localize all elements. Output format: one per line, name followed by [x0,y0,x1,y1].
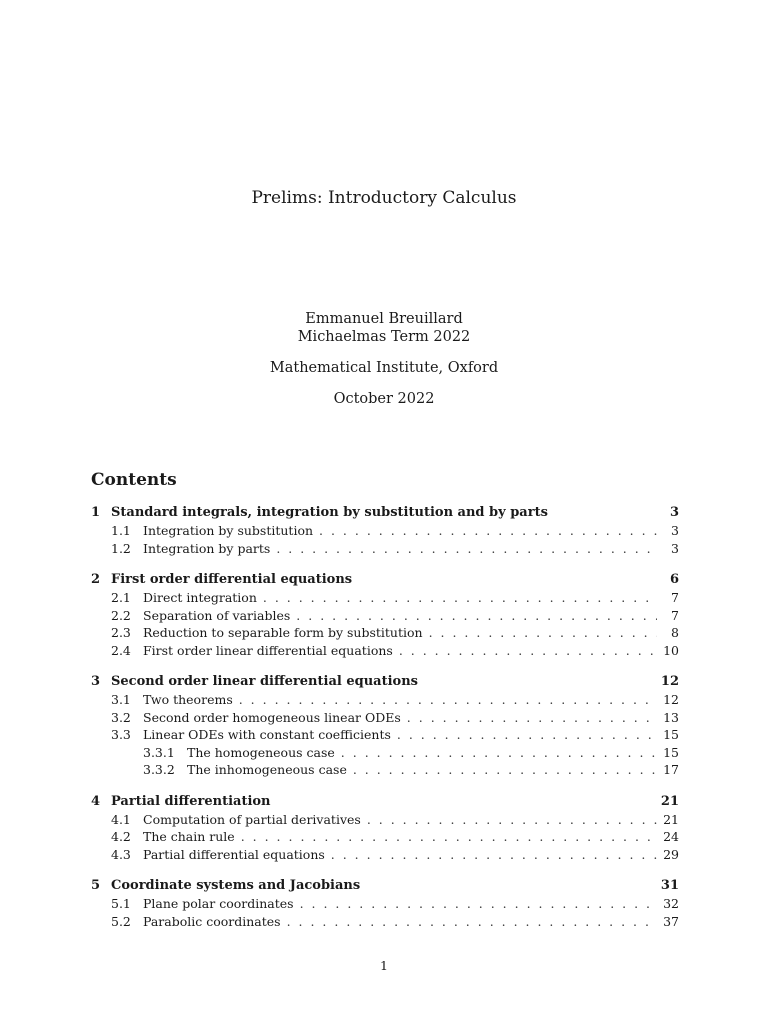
toc-section-title: Partial differentiation [111,793,271,809]
toc-page-number: 37 [663,913,679,929]
dot-leader [367,812,657,827]
toc-subsection-title: Reduction to separable form by substitution [143,625,423,640]
toc-page-number: 17 [663,762,679,777]
toc-subsection-title: Separation of variables [143,607,291,623]
toc-page-number: 13 [663,709,679,725]
toc-subsection-number: 5.1 [111,896,131,911]
toc-subsection-title: First order linear differential equations [143,642,393,658]
toc-subsection-title: Integration by substitution [143,523,314,538]
toc-subsection-title: Integration by parts [143,540,271,556]
dot-leader [263,590,657,605]
toc-subsection-number: 4.2 [111,829,131,844]
toc-page-number: 7 [671,607,679,623]
toc-subsection-number: 2.4 [111,642,131,658]
toc-subsubsection-title: The inhomogeneous case [187,762,347,777]
dot-leader [300,896,657,911]
toc-subsection-row[interactable] [91,812,679,830]
toc-subsection-number: 1.2 [111,540,131,556]
toc-page-number: 15 [663,744,679,760]
toc-subsubsection-number: 3.3.2 [143,762,175,777]
dot-leader [239,692,657,707]
toc-section-row[interactable] [91,674,679,692]
toc-section [91,674,679,780]
toc-subsection-row[interactable] [91,625,679,643]
document-title: Prelims: Introductory Calculus [251,188,517,208]
toc-subsection-title: Computation of partial derivatives [143,811,361,827]
toc-section-row[interactable] [91,878,679,896]
dot-leader [341,745,657,760]
toc-subsection-number: 4.1 [111,811,131,827]
toc-subsection-row[interactable] [91,643,679,661]
toc-subsection-row[interactable] [91,847,679,865]
toc-page-number: 8 [671,625,679,640]
toc-section [91,794,679,865]
toc-section [91,878,679,931]
dot-leader [241,829,657,844]
toc-subsection-title: Plane polar coordinates [143,896,294,911]
toc-subsection-title: Two theorems [143,692,233,707]
dot-leader [331,847,657,862]
toc-subsection-row[interactable] [91,914,679,932]
page-number: 1 [380,958,388,973]
toc-section-title: Standard integrals, integration by substitution and by parts [111,505,548,520]
toc-page-number: 15 [663,727,679,742]
toc-subsection-number: 1.1 [111,523,131,538]
toc-subsection-title: Direct integration [143,590,257,605]
author-block [0,310,768,346]
toc-section [91,505,679,558]
toc-page-number: 12 [660,674,679,689]
toc-section-number: 2 [91,572,101,587]
toc-page-number: 3 [671,540,679,556]
toc-page-number: 31 [660,878,679,893]
dot-leader [397,727,657,742]
toc-page-number: 24 [663,829,679,844]
toc-subsection-row[interactable] [91,896,679,914]
toc-section-row[interactable] [91,794,679,812]
toc-subsection-title: Parabolic coordinates [143,913,281,929]
dot-leader [353,762,657,777]
toc-subsection-row[interactable] [91,523,679,541]
toc-page-number: 21 [660,793,679,809]
toc-subsection-title: Second order homogeneous linear ODEs [143,709,401,725]
toc-page-number: 6 [669,572,679,587]
toc-subsection-number: 4.3 [111,846,131,862]
toc-section-number: 4 [91,793,101,809]
toc-subsection-row[interactable] [91,710,679,728]
term: Michaelmas Term 2022 [297,329,471,345]
toc-subsection-title: Partial differential equations [143,846,325,862]
toc-section-number: 1 [91,505,101,520]
toc-subsection-title: Linear ODEs with constant coefficients [143,727,391,742]
dot-leader [407,710,657,725]
toc-section-number: 5 [91,878,101,893]
toc-subsection-row[interactable] [91,541,679,559]
toc-subsection-row[interactable] [91,829,679,847]
toc-page-number: 7 [671,590,679,605]
author-name: Emmanuel Breuillard [305,311,463,327]
toc-subsubsection-title: The homogeneous case [187,744,335,760]
toc-subsection-row[interactable] [91,608,679,626]
toc-section-row[interactable] [91,505,679,523]
toc-subsection-title: The chain rule [143,829,235,844]
toc-section-number: 3 [91,674,101,689]
toc-section-row[interactable] [91,572,679,590]
toc-subsection-row[interactable] [91,590,679,608]
institute: Mathematical Institute, Oxford [269,360,499,376]
dot-leader [296,608,657,623]
toc-subsection-number: 2.3 [111,625,131,640]
toc-subsection-row[interactable] [91,727,679,745]
toc-subsection-number: 2.2 [111,607,131,623]
toc-subsection-row[interactable] [91,692,679,710]
toc-section-title: First order differential equations [111,572,353,587]
toc-section-title: Second order linear differential equations [111,674,418,689]
toc-page-number: 29 [663,846,679,862]
toc-page-number: 10 [663,642,679,658]
toc-subsubsection-row[interactable] [91,745,679,763]
toc-section [91,572,679,660]
toc-subsection-number: 3.3 [111,727,131,742]
toc-subsection-number: 3.2 [111,709,131,725]
date: October 2022 [333,391,435,407]
toc-page-number: 12 [663,692,679,707]
toc-subsubsection-row[interactable] [91,762,679,780]
toc-page-number: 32 [663,896,679,911]
toc-page-number: 21 [663,811,679,827]
toc-subsection-number: 5.2 [111,913,131,929]
dot-leader [287,914,657,929]
contents-heading: Contents [91,470,177,490]
table-of-contents [91,505,679,945]
toc-subsubsection-number: 3.3.1 [143,744,175,760]
toc-subsection-number: 3.1 [111,692,131,707]
toc-page-number: 3 [671,523,679,538]
toc-subsection-number: 2.1 [111,590,131,605]
toc-section-title: Coordinate systems and Jacobians [111,878,361,893]
dot-leader [276,541,657,556]
toc-page-number: 3 [669,505,679,520]
dot-leader [429,625,657,640]
dot-leader [319,523,657,538]
dot-leader [399,643,657,658]
